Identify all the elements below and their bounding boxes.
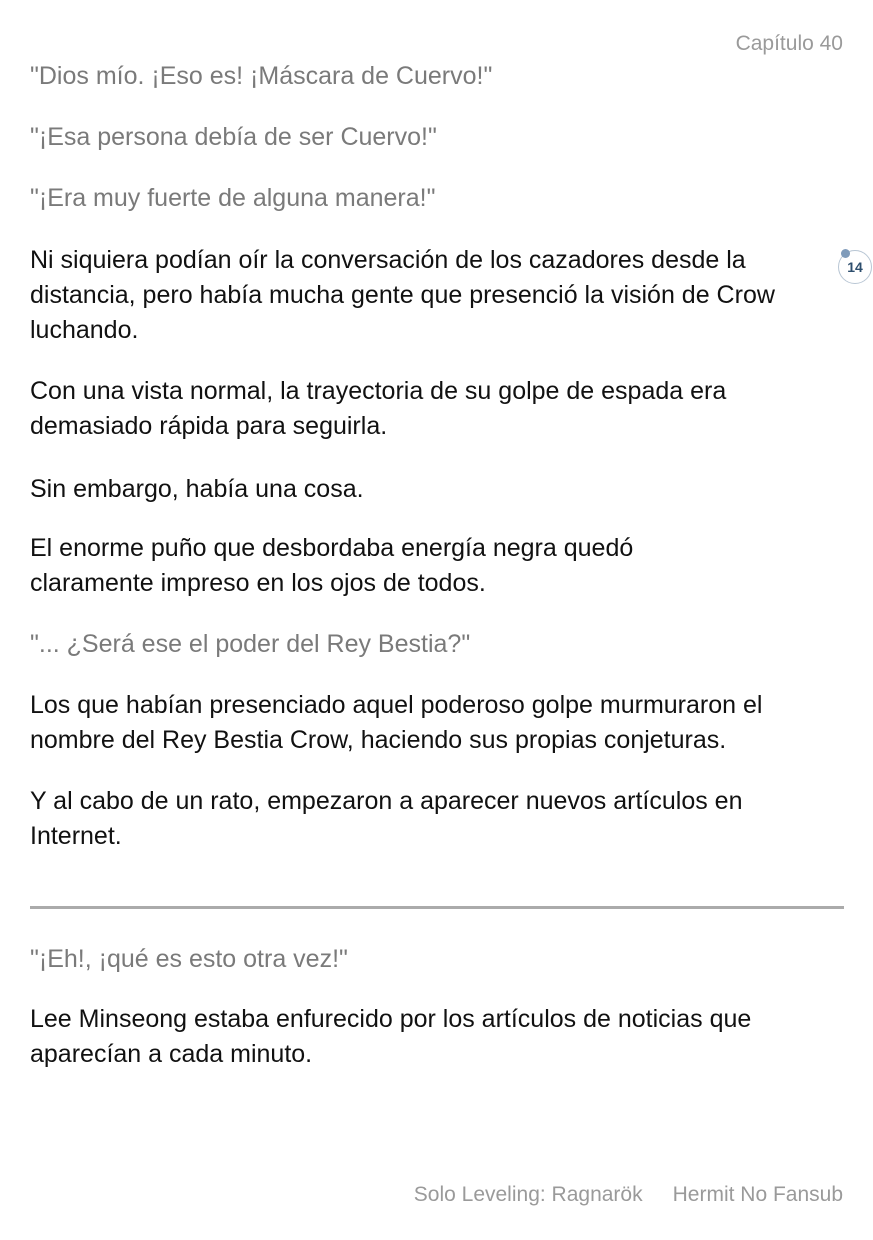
paragraph: El enorme puño que desbordaba energía negra quedó claramente impreso en los ojos de todos. xyxy=(30,534,634,597)
paragraph: Lee Minseong estaba enfurecido por los artículos de noticias que aparecían a cada minuto. xyxy=(30,1005,752,1068)
paragraph: Sin embargo, había una cosa. xyxy=(30,475,364,503)
paragraph: "... ¿Será ese el poder del Rey Bestia?" xyxy=(30,630,471,658)
section-divider xyxy=(30,906,844,909)
footer xyxy=(384,1183,843,1207)
translator-name: Hermit No Fansub xyxy=(672,1183,843,1206)
badge-dot-icon xyxy=(841,249,850,258)
paragraph: "Dios mío. ¡Eso es! ¡Máscara de Cuervo!" xyxy=(30,62,493,90)
paragraph: "¡Eh!, ¡qué es esto otra vez!" xyxy=(30,945,348,973)
paragraph: "¡Era muy fuerte de alguna manera!" xyxy=(30,184,436,212)
novel-title: Solo Leveling: Ragnarök xyxy=(413,1183,643,1206)
paragraph: Ni siquiera podían oír la conversación de los cazadores desde la distancia, pero había mucha gente que presenció la visión de Crow luchando. xyxy=(30,246,775,344)
paragraph: Y al cabo de un rato, empezaron a aparecer nuevos artículos en Internet. xyxy=(30,787,743,850)
comment-count-badge[interactable] xyxy=(838,250,872,284)
chapter-header: Capítulo 40 xyxy=(735,32,843,55)
paragraph: "¡Esa persona debía de ser Cuervo!" xyxy=(30,123,437,151)
paragraph: Los que habían presenciado aquel poderoso golpe murmuraron el nombre del Rey Bestia Crow, haciendo sus propias conjeturas. xyxy=(30,691,763,754)
comment-count: 14 xyxy=(847,259,863,275)
paragraph: Con una vista normal, la trayectoria de su golpe de espada era demasiado rápida para seguirla. xyxy=(30,377,727,440)
